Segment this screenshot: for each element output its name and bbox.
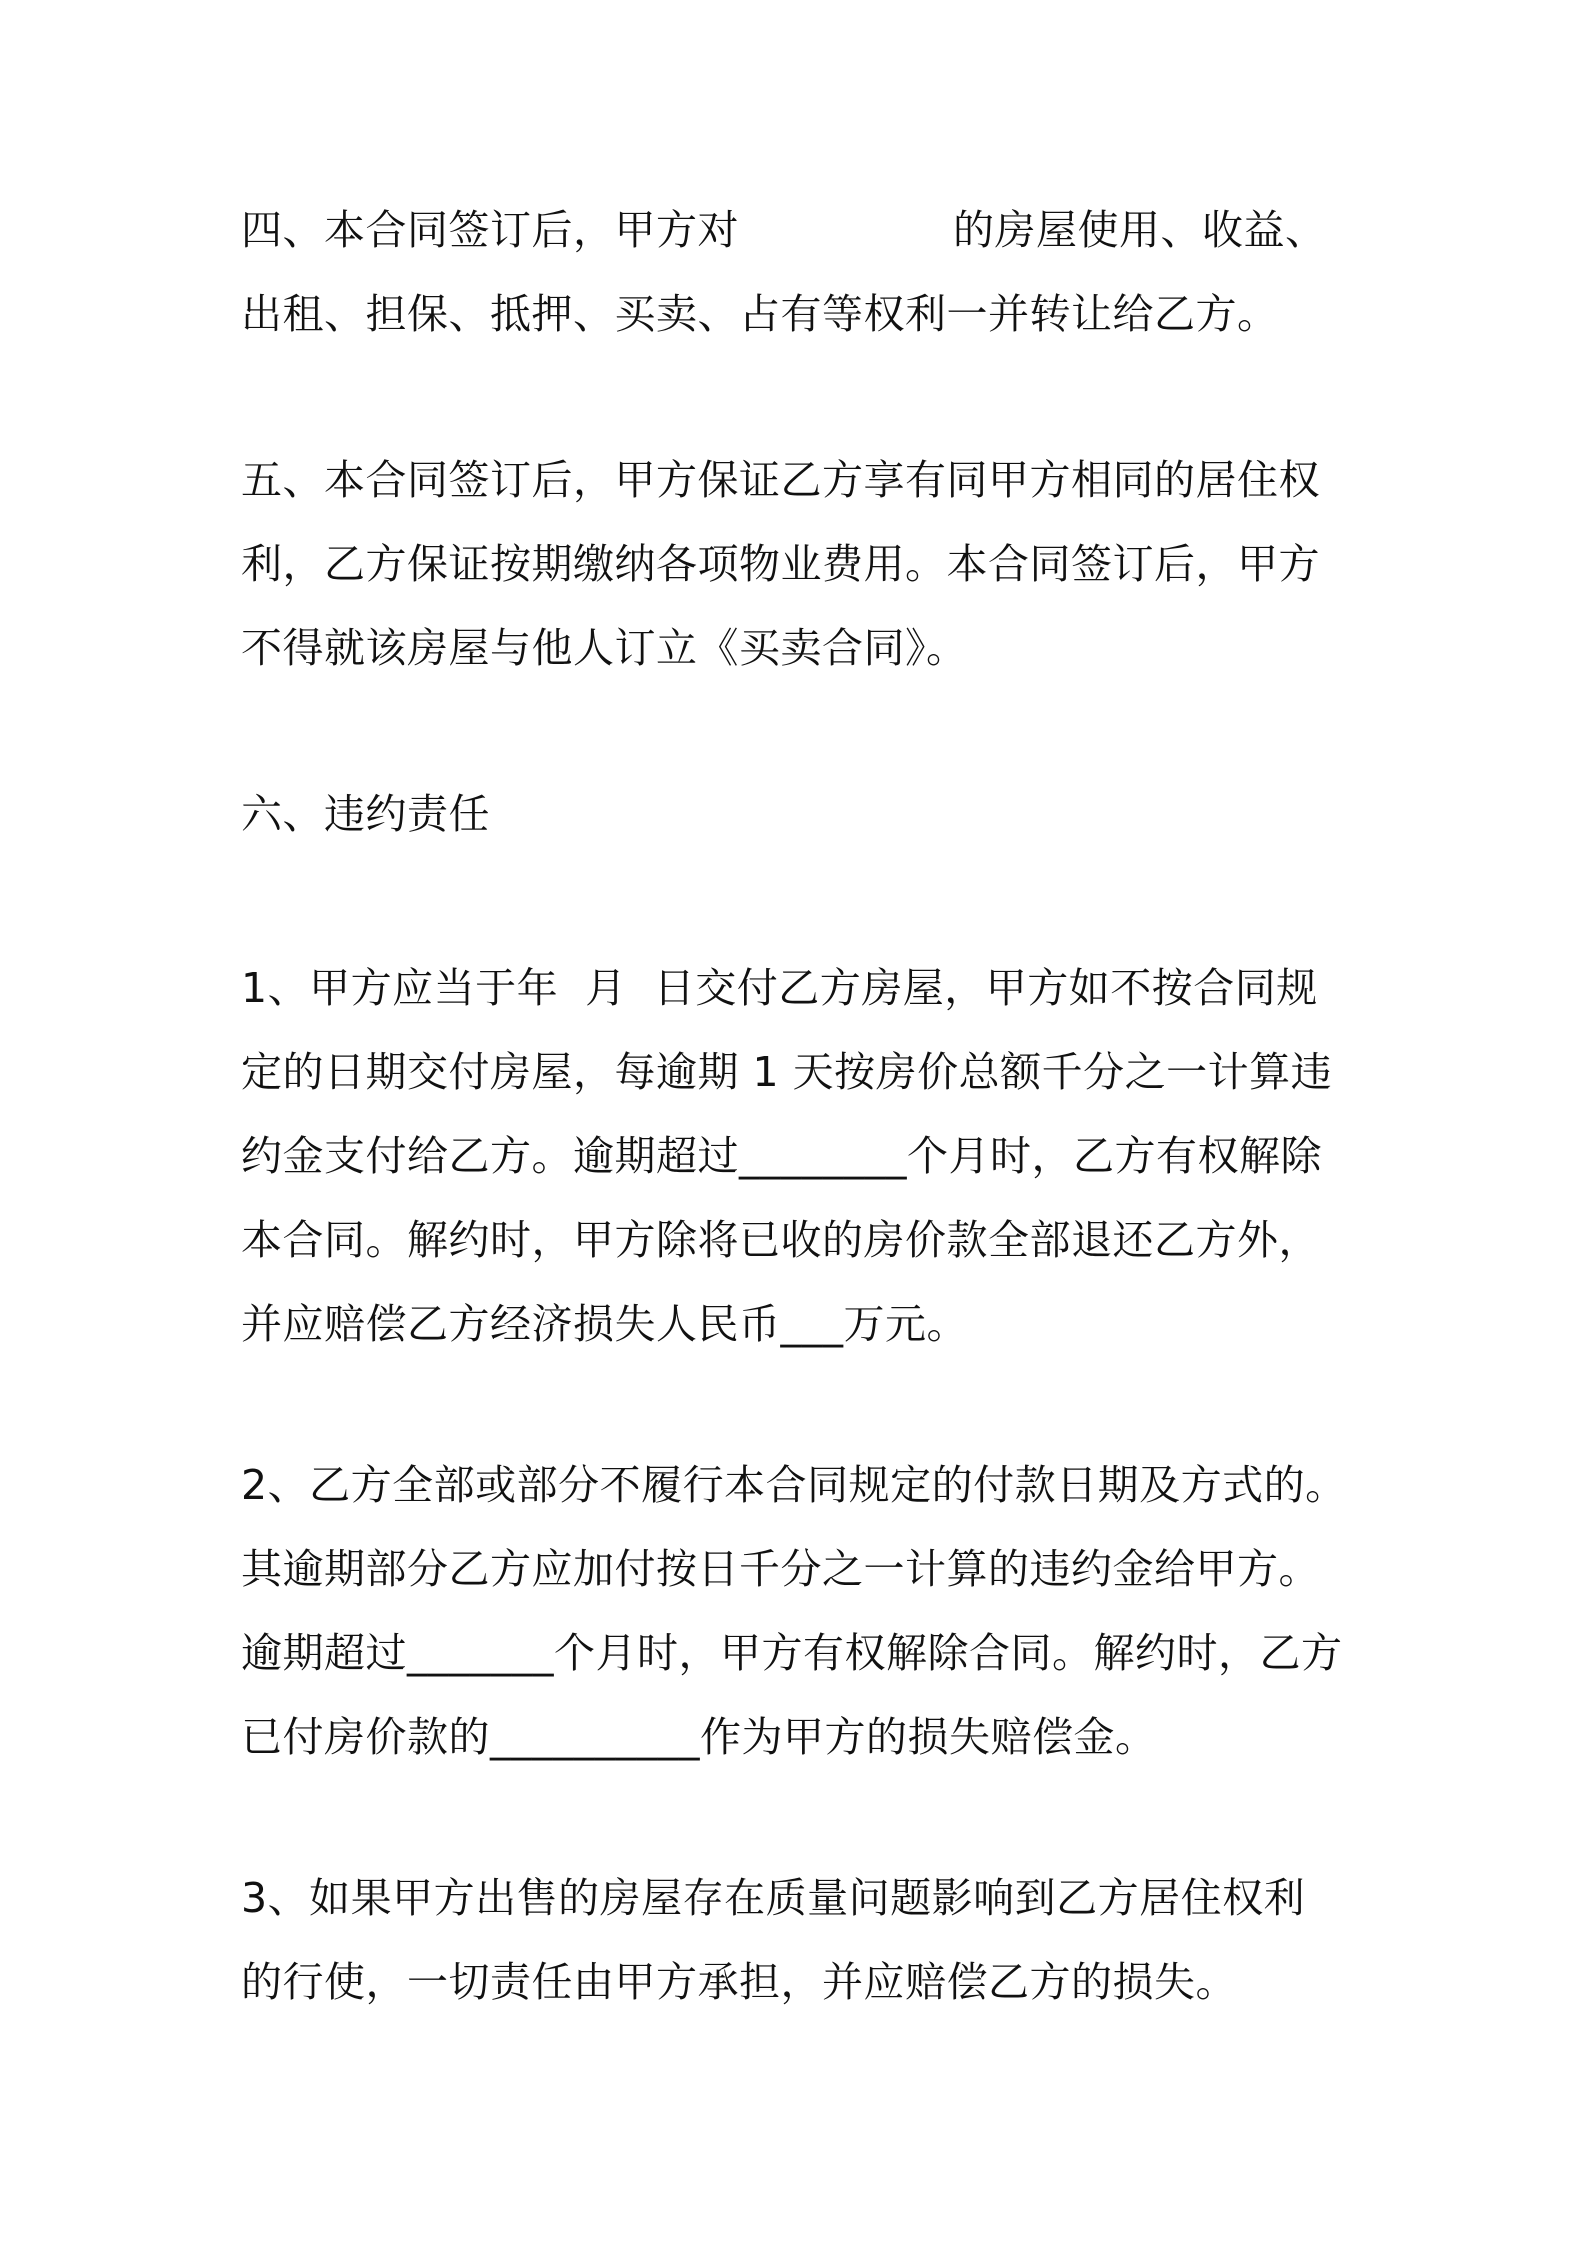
clause-4-paragraph (241, 188, 1361, 356)
item-3-line-2: 的行使，一切责任由甲方承担，并应赔偿乙方的损失。 (241, 1958, 1237, 2006)
item-1-line-4: 本合同。解约时，甲方除将已收的房价款全部退还乙方外， (241, 1216, 1320, 1264)
item-2-paragraph (241, 1443, 1361, 1779)
item-2-line-2: 其逾期部分乙方应加付按日千分之一计算的违约金给甲方。 (241, 1545, 1320, 1593)
item-2-line-4: 已付房价款的__________作为甲方的损失赔偿金。 (241, 1713, 1157, 1761)
item-1-line-1: 1、甲方应当于年 月 日交付乙方房屋，甲方如不按合同规 (241, 964, 1318, 1012)
item-1-line-2: 定的日期交付房屋，每逾期 1 天按房价总额千分之一计算违 (241, 1048, 1333, 1096)
item-1-line-3: 约金支付给乙方。逾期超过________个月时，乙方有权解除 (241, 1132, 1322, 1180)
clause-5-line-1: 五、本合同签订后，甲方保证乙方享有同甲方相同的居住权 (241, 456, 1320, 504)
item-3-line-1: 3、如果甲方出售的房屋存在质量问题影响到乙方居住权利 (241, 1874, 1306, 1922)
clause-4-line-2: 出租、担保、抵押、买卖、占有等权利一并转让给乙方。 (241, 290, 1279, 338)
clause-4-part-2: 的房屋使用、收益、 (953, 206, 1327, 254)
clause-5-paragraph (241, 438, 1361, 690)
clause-4-line-1 (241, 188, 1361, 272)
clause-6-heading (241, 772, 1361, 856)
clause-5-line-3: 不得就该房屋与他人订立《买卖合同》。 (241, 624, 968, 672)
clause-4-part-1: 四、本合同签订后，甲方对 (241, 206, 739, 254)
item-1-line-5: 并应赔偿乙方经济损失人民币___万元。 (241, 1300, 968, 1348)
item-1-paragraph (241, 946, 1361, 1366)
item-3-paragraph (241, 1856, 1361, 2024)
clause-5-line-2: 利，乙方保证按期缴纳各项物业费用。本合同签订后，甲方 (241, 540, 1320, 588)
item-2-line-3: 逾期超过_______个月时，甲方有权解除合同。解约时，乙方 (241, 1629, 1343, 1677)
item-2-line-1: 2、乙方全部或部分不履行本合同规定的付款日期及方式的。 (241, 1461, 1347, 1509)
clause-6-heading-text: 六、违约责任 (241, 790, 490, 838)
